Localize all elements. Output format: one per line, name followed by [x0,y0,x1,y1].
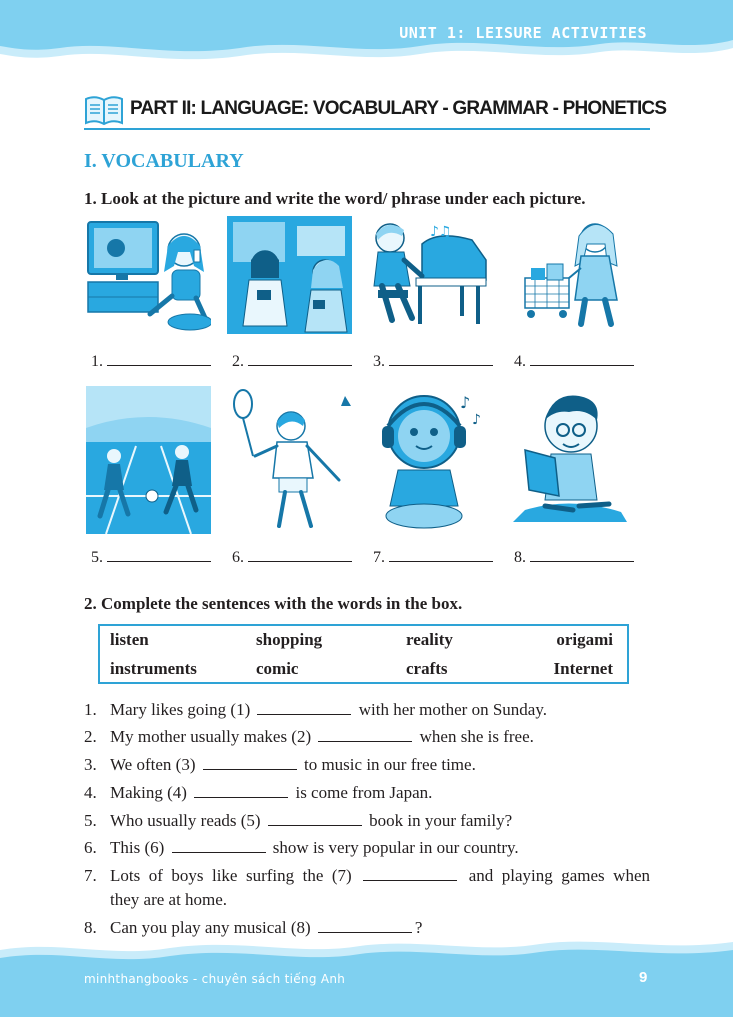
answer-blank[interactable] [194,796,288,798]
answer-blank[interactable] [172,851,266,853]
blank-6[interactable]: 6. [232,549,352,567]
page-number: 9 [639,969,648,986]
boy-reading-book-icon [509,386,634,534]
book-icon [84,94,124,126]
answer-blank[interactable] [257,713,351,715]
section-title: I. VOCABULARY [84,150,244,172]
svg-text:♪: ♪ [460,393,471,412]
girl-shopping-icon [509,216,634,334]
box-word: shopping [256,630,323,649]
word-box [98,624,629,684]
box-word: Internet [553,659,613,678]
box-word: instruments [110,659,197,678]
girl-playing-badminton-icon [227,386,352,534]
answer-blank[interactable] [363,879,457,881]
part-title: PART II: LANGUAGE: VOCABULARY - GRAMMAR - PHONETICS [130,98,667,119]
girl-watching-tv-icon [86,216,211,334]
girls-texting-icon [227,216,352,334]
blank-2[interactable]: 2. [232,353,352,371]
box-word: reality [406,630,453,649]
answer-blank[interactable] [203,768,297,770]
blank-7[interactable]: 7. [373,549,493,567]
blank-5[interactable]: 5. [91,549,211,567]
answer-blank[interactable] [268,824,362,826]
boy-playing-piano-icon [368,216,493,334]
blank-4[interactable]: 4. [514,353,634,371]
child-listening-music-icon [368,386,493,534]
publisher-tagline: minhthangbooks - chuyên sách tiếng Anh [84,972,346,986]
svg-text:♪: ♪ [472,412,481,428]
blank-8[interactable]: 8. [514,549,634,567]
exercise-2-title: 2. Complete the sentences with the words in the box. [84,594,463,613]
answer-blank[interactable] [318,740,412,742]
box-word: listen [110,630,149,649]
football-match-icon [86,386,211,534]
svg-text:♪♫: ♪♫ [430,224,452,240]
part-divider [84,128,650,130]
unit-title: UNIT 1: LEISURE ACTIVITIES [399,24,647,42]
answer-blank[interactable] [318,931,412,933]
box-word: origami [556,630,613,649]
exercise-1-title: 1. Look at the picture and write the word/ phrase under each picture. [84,189,586,208]
box-word: comic [256,659,299,678]
blank-1[interactable]: 1. [91,353,211,371]
box-word: crafts [406,659,448,678]
blank-3[interactable]: 3. [373,353,493,371]
